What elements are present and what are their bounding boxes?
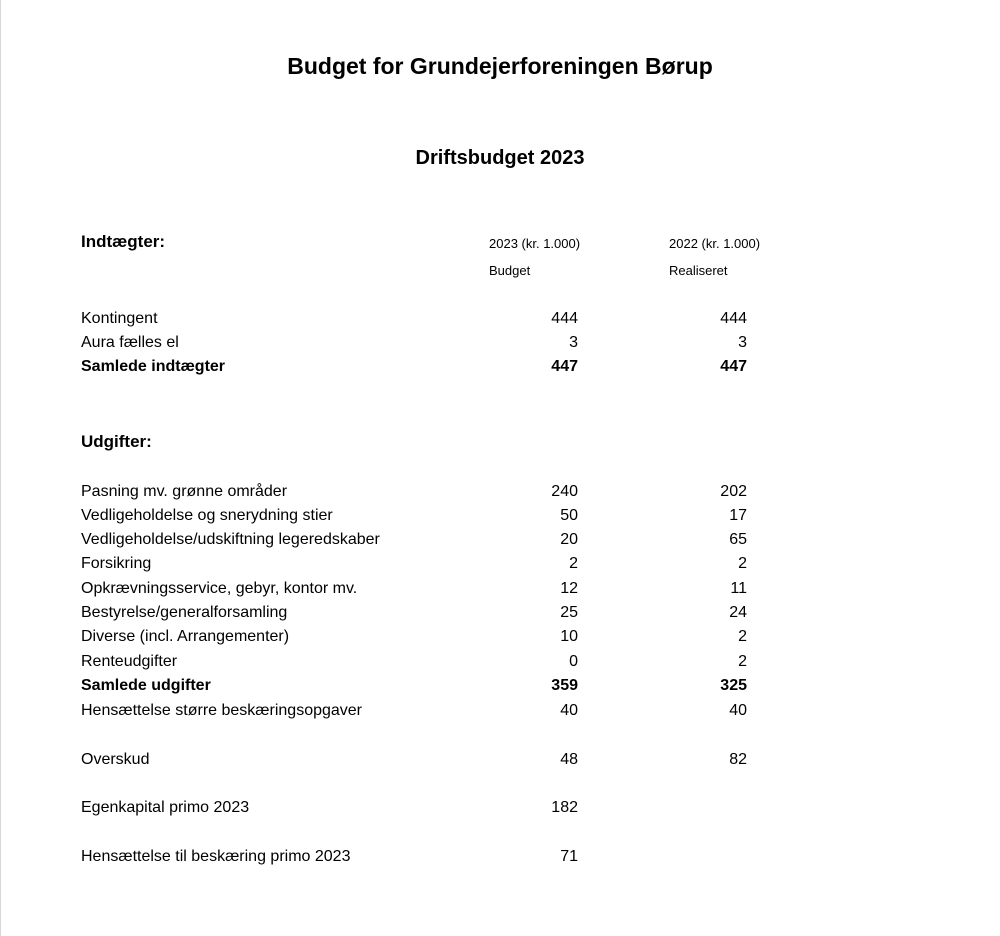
col-header-2023: 2023 (kr. 1.000) <box>489 236 581 251</box>
row-label: Diverse (incl. Arrangementer) <box>81 628 290 645</box>
row-value-budget: 20 <box>560 531 578 548</box>
col-subheader-realiseret: Realiseret <box>669 263 728 278</box>
row-label: Pasning mv. grønne områder <box>81 483 288 500</box>
table-row <box>0 626 1000 648</box>
equity-row <box>0 797 1000 819</box>
expenses-total-row <box>0 675 1000 697</box>
row-value-budget: 444 <box>551 310 578 327</box>
row-value-budget: 2 <box>569 555 578 572</box>
document-subtitle: Driftsbudget 2023 <box>415 147 585 169</box>
row-label: Forsikring <box>81 555 152 572</box>
provision-row <box>0 846 1000 868</box>
row-value-realized: 11 <box>730 580 747 597</box>
table-row <box>0 505 1000 527</box>
expenses-heading: Udgifter: <box>81 432 152 451</box>
row-label: Hensættelse større beskæringsopgaver <box>81 702 363 719</box>
table-row <box>0 700 1000 722</box>
row-value-realized: 2 <box>738 653 747 670</box>
row-value-budget: 3 <box>569 334 578 351</box>
income-heading: Indtægter: <box>81 232 166 251</box>
row-value-realized: 325 <box>720 677 747 694</box>
table-row <box>0 529 1000 551</box>
row-value-realized: 2 <box>738 555 747 572</box>
row-label: Renteudgifter <box>81 653 178 670</box>
row-label: Egenkapital primo 2023 <box>81 799 250 816</box>
surplus-row <box>0 749 1000 771</box>
row-value-realized: 82 <box>729 751 747 768</box>
row-label: Hensættelse til beskæring primo 2023 <box>81 848 351 865</box>
row-value-realized: 2 <box>738 628 747 645</box>
row-value-budget: 25 <box>560 604 578 621</box>
row-value-realized: 40 <box>729 702 747 719</box>
table-row <box>0 651 1000 673</box>
row-value-realized: 447 <box>720 358 747 375</box>
row-value-realized: 17 <box>729 507 747 524</box>
table-row <box>0 602 1000 624</box>
page-edge-divider <box>0 0 1 936</box>
row-value-budget: 240 <box>551 483 578 500</box>
row-value-realized: 3 <box>738 334 747 351</box>
table-row <box>0 553 1000 575</box>
table-row <box>0 308 1000 330</box>
table-row <box>0 481 1000 503</box>
col-header-2022: 2022 (kr. 1.000) <box>669 236 761 251</box>
col-subheader-budget: Budget <box>489 263 531 278</box>
row-label: Samlede udgifter <box>81 677 211 694</box>
row-value-budget: 447 <box>551 358 578 375</box>
table-row <box>0 578 1000 600</box>
row-value-budget: 359 <box>551 677 578 694</box>
row-value-realized: 65 <box>729 531 747 548</box>
row-value-realized: 444 <box>720 310 747 327</box>
row-label: Overskud <box>81 751 150 768</box>
row-value-budget: 71 <box>560 848 578 865</box>
row-label: Kontingent <box>81 310 158 327</box>
row-value-budget: 48 <box>560 751 578 768</box>
document-title: Budget for Grundejerforeningen Børup <box>287 53 713 79</box>
row-label: Aura fælles el <box>81 334 179 351</box>
row-label: Opkrævningsservice, gebyr, kontor mv. <box>81 580 358 597</box>
row-value-realized: 202 <box>720 483 747 500</box>
row-value-realized: 24 <box>729 604 747 621</box>
row-label: Bestyrelse/generalforsamling <box>81 604 288 621</box>
row-value-budget: 0 <box>569 653 578 670</box>
income-total-row <box>0 356 1000 378</box>
row-value-budget: 40 <box>560 702 578 719</box>
row-value-budget: 12 <box>560 580 578 597</box>
row-value-budget: 182 <box>551 799 578 816</box>
row-label: Vedligeholdelse/udskiftning legeredskaber <box>81 531 380 548</box>
table-row <box>0 332 1000 354</box>
row-value-budget: 50 <box>560 507 578 524</box>
row-label: Samlede indtægter <box>81 358 226 375</box>
row-value-budget: 10 <box>560 628 578 645</box>
row-label: Vedligeholdelse og snerydning stier <box>81 507 333 524</box>
